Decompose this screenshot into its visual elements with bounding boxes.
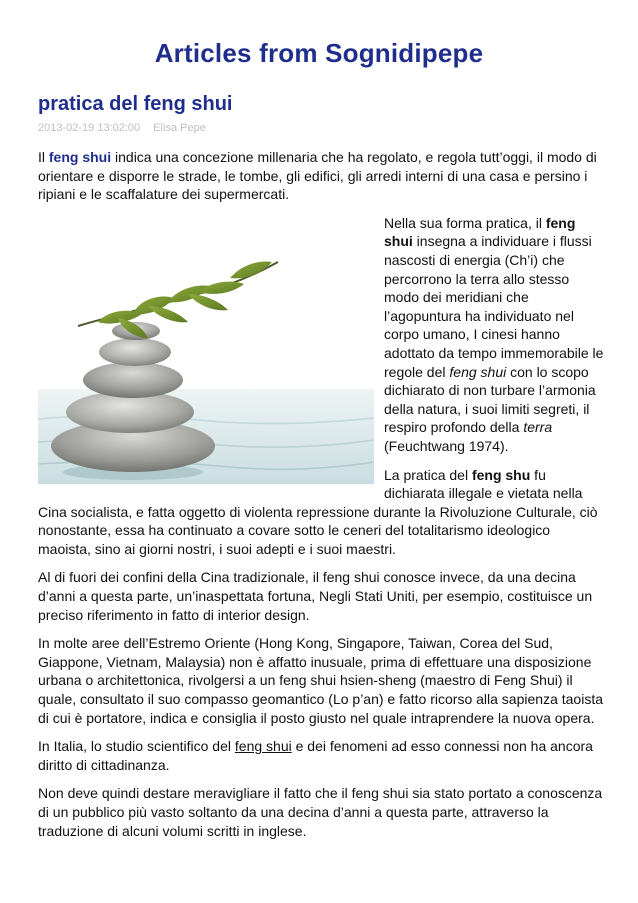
feng-shui-link[interactable]: feng shui <box>234 738 292 755</box>
keyword-feng-shu: feng shu <box>471 466 531 483</box>
text: con lo scopo dichiarato di non turbare l’armonia della natura, i suoi limiti segreti, il respiro profondo della <box>384 363 596 436</box>
text: e dei fenomeni ad esso connessi non ha ancora diritto di cittadinanza. <box>38 738 593 773</box>
italic-feng-shui: feng shui <box>449 363 507 380</box>
paragraph-4: Al di fuori dei confini della Cina tradizionale, il feng shui conosce invece, da una decina d’anni a questa parte, un’inaspettata fortuna, Negli Stati Uniti, per esempio, costituisce un preciso riferimento in fatto di interior design. <box>38 569 593 623</box>
article-author: Elisa Pepe <box>153 122 206 134</box>
text: indica una concezione millenaria che ha regolato, e regola tutt’oggi, il modo di orientare e disporre le strade, le tombe, gli edifici, gli arredi interni di una casa e persino i ripiani e le scaffalature dei supermercati. <box>38 149 597 203</box>
text: insegna a individuare i flussi nascosti di energia (Ch’i) che percorrono la terra allo stesso modo dei meridiani che l’agopuntura ha individuato nel corpo umano, I cinesi hanno adottato da tempo immemorabile le regole del <box>384 233 604 380</box>
keyword-feng-shui: feng shui <box>384 214 576 250</box>
text: fu dichiarata illegale e vietata nella Cina socialista, e fatta oggetto di violenta repressione durante la Rivoluzione Culturale, ciò nonostante, essa ha continuato a covare sotto le ceneri del totalitarismo ideologico maoista, sino ai giorni nostri, i suoi adepti e i suoi maestri. <box>38 466 598 557</box>
paragraph-1 <box>38 148 604 204</box>
text: (Feuchtwang 1974). <box>384 437 509 454</box>
paragraph-5: In molte aree dell’Estremo Oriente (Hong Kong, Singapore, Taiwan, Corea del Sud, Giappone, Vietnam, Malaysia) non è affatto inusuale, prima di effettuare una disposizione urbana o architettonica, rivolgersi a un feng shui hsien-sheng (maestro di Feng Shui) il quale, consultato il suo compasso geomantico (Lo p’an) e fatto ricorso alla sapienza taoista di cui è portatore, indica e consiglia il posto giusto nel quale intraprendere la nuova opera. <box>38 635 603 726</box>
keyword-feng-shui: feng shui <box>48 149 112 165</box>
paragraph-6 <box>38 737 604 774</box>
italic-terra: terra <box>523 419 553 436</box>
text: La pratica del <box>384 466 472 483</box>
article-meta <box>38 121 216 135</box>
paragraph-7: Non deve quindi destare meravigliare il fatto che il feng shui sia stato portato a conoscenza di un pubblico più vasto soltanto da una decina d’anni a questa parte, attraverso la traduzione di alcuni volumi scritti in inglese. <box>38 785 603 839</box>
text: Il <box>38 149 49 165</box>
zen-stones-olive-branch-image <box>38 214 374 484</box>
text: Nella sua forma pratica, il <box>384 214 546 231</box>
article-title: pratica del feng shui <box>38 93 233 115</box>
article-date: 2013-02-19 13:02:00 <box>38 122 141 134</box>
site-title: Articles from Sognidipepe <box>154 38 484 68</box>
text: In Italia, lo studio scientifico del <box>38 738 235 755</box>
article-body <box>38 148 604 850</box>
